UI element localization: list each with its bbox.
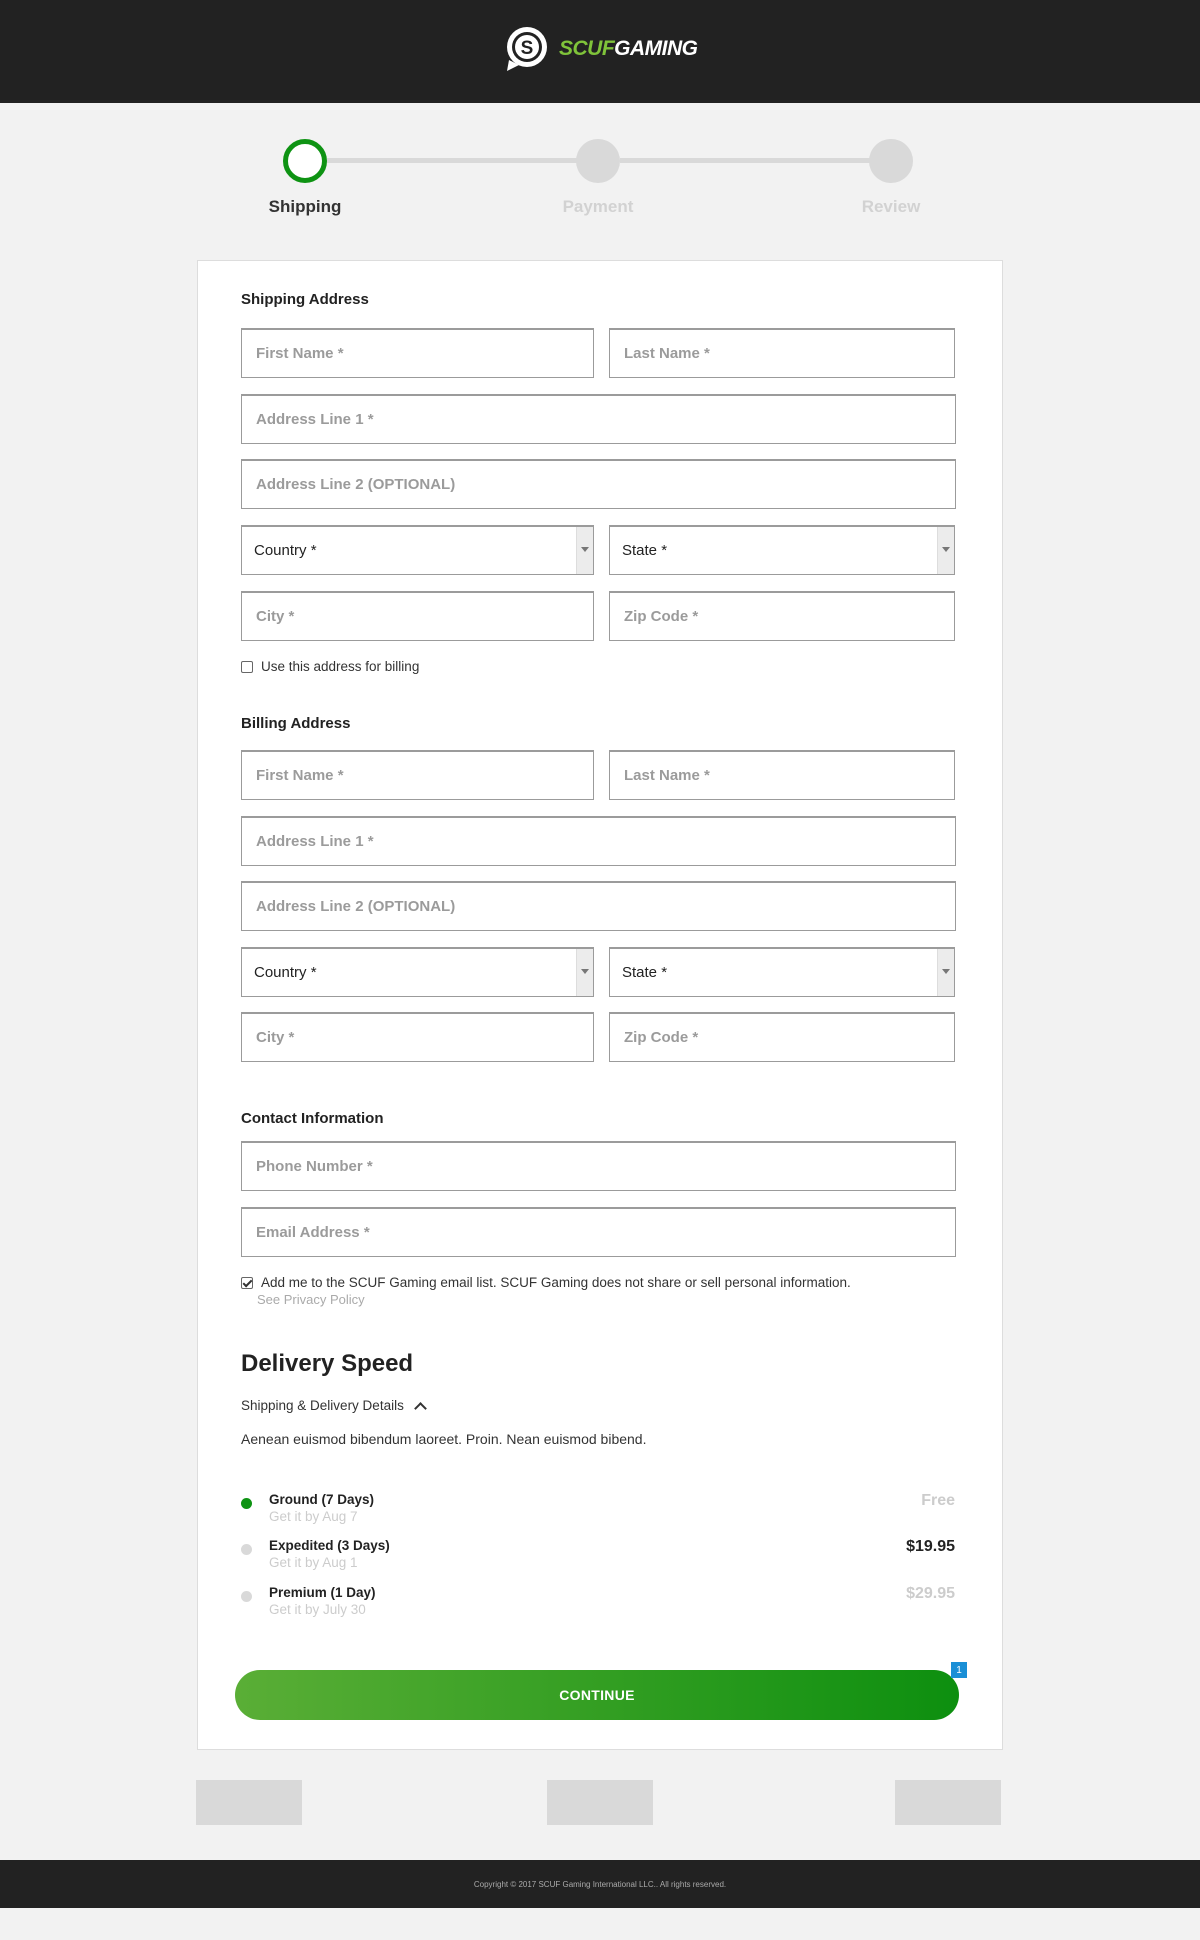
delivery-option-ground[interactable] (241, 1492, 955, 1532)
step-connector (327, 158, 577, 163)
billing-state-select[interactable] (609, 947, 955, 997)
scuf-logo-icon (505, 26, 549, 72)
billing-zip-input[interactable]: Zip Code * (609, 1012, 955, 1062)
billing-country-select[interactable] (241, 947, 594, 997)
step-review-label[interactable]: Review (861, 197, 921, 216)
billing-state-value: State * (622, 964, 668, 981)
radio-expedited[interactable] (241, 1544, 252, 1555)
billing-address2-input[interactable]: Address Line 2 (OPTIONAL) (241, 881, 956, 931)
billing-address1-input[interactable]: Address Line 1 * (241, 816, 956, 866)
shipping-details-toggle-label: Shipping & Delivery Details (241, 1398, 404, 1413)
phone-number-input[interactable]: Phone Number * (241, 1141, 956, 1191)
option-price: $29.95 (906, 1585, 955, 1602)
option-price: Free (921, 1492, 955, 1509)
delivery-speed-title: Delivery Speed (241, 1350, 414, 1377)
logo-gaming: GAMING (614, 37, 698, 60)
step-connector (620, 158, 870, 163)
dropdown-caret-icon (576, 949, 593, 996)
billing-first-name-input[interactable]: First Name * (241, 750, 594, 800)
svg-text:S: S (520, 38, 534, 59)
shipping-details-text: Aenean euismod bibendum laoreet. Proin. Nean euismod bibend. (241, 1431, 647, 1447)
billing-city-input[interactable]: City * (241, 1012, 594, 1062)
billing-country-value: Country * (254, 964, 317, 981)
newsletter-checkbox[interactable] (241, 1277, 253, 1289)
billing-address-title: Billing Address (241, 715, 351, 732)
footer-placeholder-left (196, 1780, 302, 1825)
newsletter-row[interactable] (241, 1275, 851, 1290)
dropdown-caret-icon (937, 527, 954, 574)
use-for-billing-label: Use this address for billing (261, 659, 420, 674)
use-for-billing-row[interactable] (241, 659, 419, 674)
use-for-billing-checkbox[interactable] (241, 661, 253, 673)
checkout-stepper (0, 135, 1200, 225)
checkout-form-card (197, 260, 1003, 1750)
contact-information-title: Contact Information (241, 1110, 384, 1127)
shipping-country-value: Country * (254, 542, 317, 559)
shipping-last-name-input[interactable]: Last Name * (609, 328, 955, 378)
chevron-up-icon (414, 1402, 427, 1415)
shipping-address-title: Shipping Address (241, 291, 369, 308)
site-footer (0, 1860, 1200, 1908)
dropdown-caret-icon (576, 527, 593, 574)
step-shipping-dot[interactable] (283, 139, 327, 183)
footer-placeholder-center (547, 1780, 653, 1825)
email-address-input[interactable]: Email Address * (241, 1207, 956, 1257)
radio-premium[interactable] (241, 1591, 252, 1602)
copyright-text: Copyright © 2017 SCUF Gaming International LLC.. All rights reserved. (473, 1879, 727, 1889)
step-payment-dot[interactable] (576, 139, 620, 183)
step-shipping-label[interactable]: Shipping (268, 197, 342, 216)
newsletter-label: Add me to the SCUF Gaming email list. SCUF Gaming does not share or sell personal information. (261, 1275, 851, 1290)
scuf-gaming-logo[interactable] (505, 26, 698, 72)
shipping-zip-input[interactable]: Zip Code * (609, 591, 955, 641)
continue-button[interactable]: CONTINUE (235, 1670, 959, 1720)
privacy-policy-link[interactable]: See Privacy Policy (257, 1292, 365, 1307)
billing-last-name-input[interactable]: Last Name * (609, 750, 955, 800)
option-eta: Get it by July 30 (269, 1602, 366, 1617)
annotation-badge: 1 (951, 1662, 967, 1678)
step-payment-label[interactable]: Payment (562, 197, 634, 216)
shipping-state-value: State * (622, 542, 668, 559)
step-review-dot[interactable] (869, 139, 913, 183)
option-name: Premium (1 Day) (269, 1585, 376, 1600)
option-name: Expedited (3 Days) (269, 1538, 390, 1553)
site-header (0, 0, 1200, 103)
shipping-address2-input[interactable]: Address Line 2 (OPTIONAL) (241, 459, 956, 509)
delivery-option-premium[interactable] (241, 1585, 955, 1625)
option-eta: Get it by Aug 1 (269, 1555, 358, 1570)
shipping-city-input[interactable]: City * (241, 591, 594, 641)
shipping-state-select[interactable] (609, 525, 955, 575)
delivery-option-expedited[interactable] (241, 1538, 955, 1578)
dropdown-caret-icon (937, 949, 954, 996)
shipping-address1-input[interactable]: Address Line 1 * (241, 394, 956, 444)
shipping-first-name-input[interactable]: First Name * (241, 328, 594, 378)
option-eta: Get it by Aug 7 (269, 1509, 358, 1524)
radio-ground[interactable] (241, 1498, 252, 1509)
logo-wordmark (559, 37, 698, 61)
option-name: Ground (7 Days) (269, 1492, 375, 1507)
shipping-details-toggle[interactable] (241, 1398, 425, 1413)
logo-scuf: SCUF (559, 37, 615, 60)
shipping-country-select[interactable] (241, 525, 594, 575)
footer-placeholder-right (895, 1780, 1001, 1825)
option-price: $19.95 (906, 1538, 955, 1555)
